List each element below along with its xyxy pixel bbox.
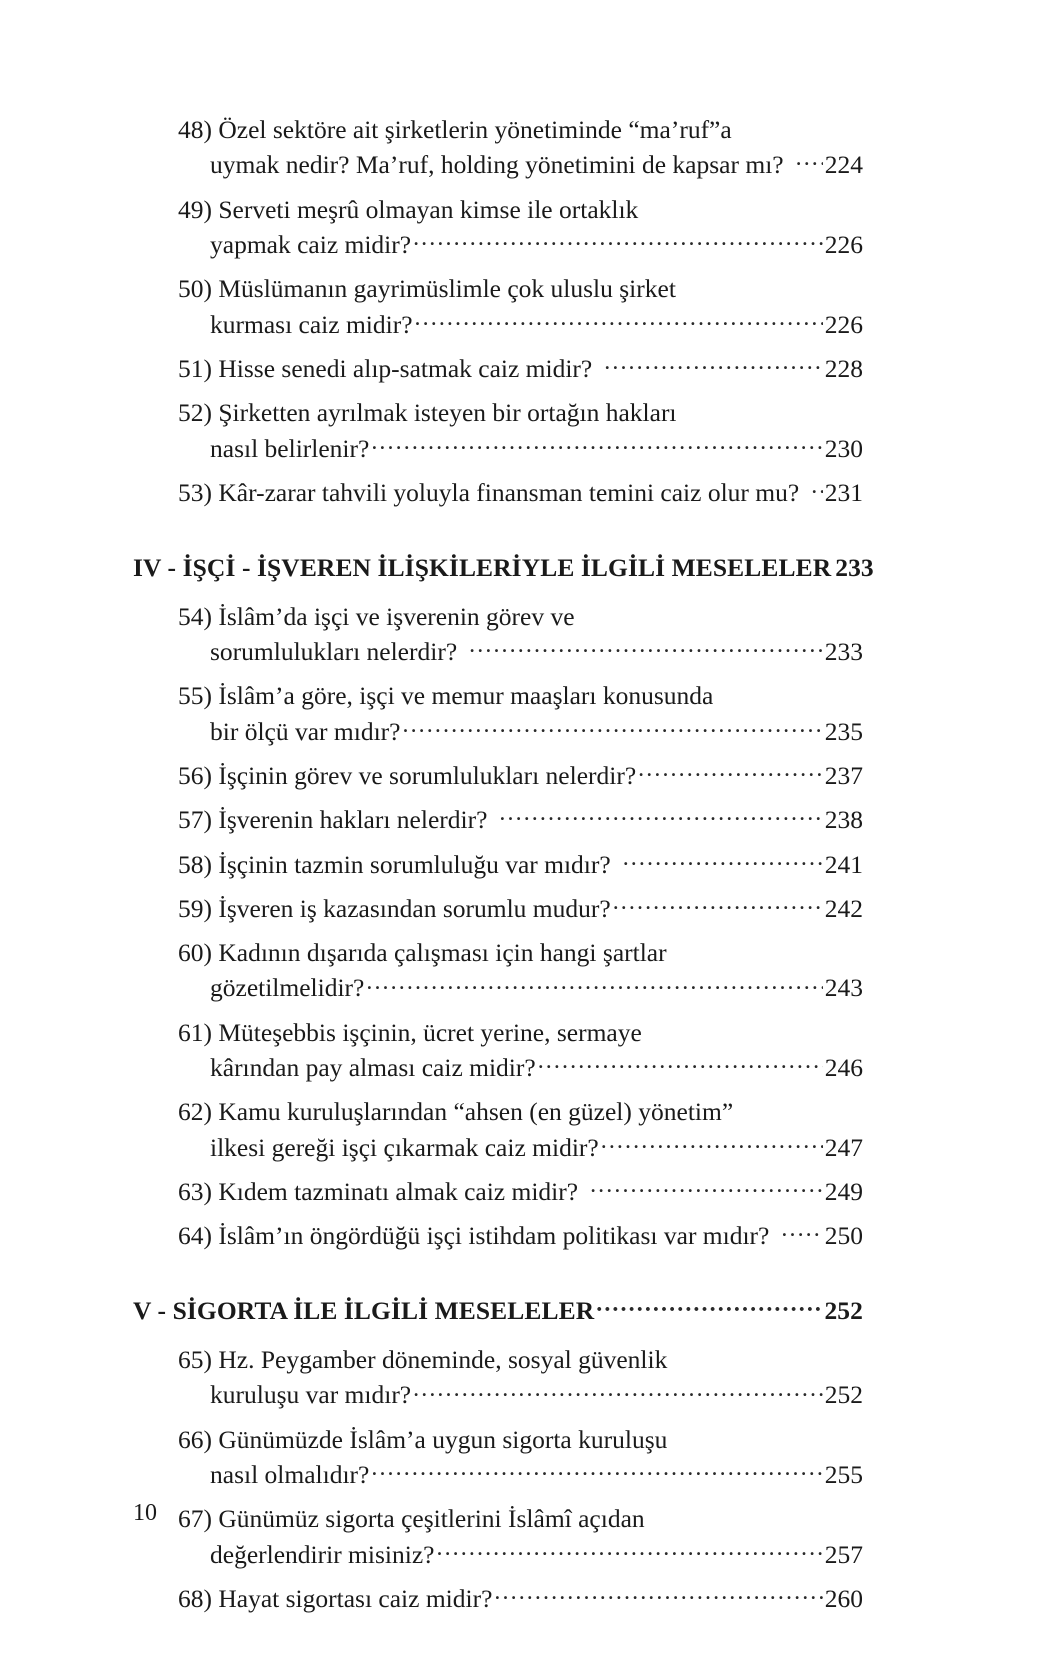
toc-entry-wrap-line — [178, 227, 863, 262]
dot-leader — [590, 1175, 823, 1201]
dot-leader — [499, 803, 822, 829]
page-number: 260 — [824, 1584, 863, 1613]
table-of-contents — [133, 112, 874, 1625]
toc-entry-text: 60) Kadının dışarıda çalışması için hangi şartlar — [178, 938, 667, 968]
dot-leader — [538, 1051, 823, 1077]
toc-entry-line — [178, 847, 863, 882]
toc-entry[interactable] — [178, 192, 863, 263]
toc-entry-text: 51) Hisse senedi alıp-satmak caiz midir? — [178, 353, 593, 383]
toc-entry-text: kârından pay alması caiz midir? — [210, 1053, 536, 1083]
page-number: 231 — [824, 477, 863, 507]
toc-entry-text: 63) Kıdem tazminatı almak caiz midir? — [178, 1177, 579, 1206]
toc-entry-text: 50) Müslümanın gayrimüslimle çok uluslu şirket — [178, 274, 676, 304]
toc-entry-text: 54) İslâm’da işçi ve işverenin görev ve — [178, 601, 575, 631]
toc-section-heading[interactable] — [133, 550, 874, 583]
toc-entry[interactable] — [178, 1342, 863, 1413]
toc-entry-text: 64) İslâm’ın öngördüğü işçi istihdam politikası var mıdır? — [178, 1221, 770, 1251]
toc-section-heading[interactable] — [133, 1294, 863, 1327]
dot-leader — [596, 1294, 822, 1320]
page-number: 238 — [824, 805, 863, 835]
toc-entry-line — [178, 1422, 863, 1457]
dot-leader — [494, 1582, 822, 1608]
toc-entry[interactable] — [178, 935, 863, 1006]
toc-entry-text: yapmak caiz midir? — [210, 229, 412, 259]
toc-entry-line — [178, 1094, 863, 1129]
toc-entry[interactable] — [178, 271, 863, 342]
toc-entry[interactable] — [178, 1174, 863, 1209]
page-number: 247 — [824, 1132, 863, 1162]
toc-entry-wrap-line — [178, 1537, 863, 1572]
toc-entry-wrap-line — [178, 970, 863, 1005]
toc-entry[interactable] — [178, 891, 863, 926]
toc-entry-text: 62) Kamu kuruluşlarından “ahsen (en güzel) yönetim” — [178, 1097, 734, 1127]
toc-entry[interactable] — [178, 1501, 863, 1572]
dot-leader — [613, 891, 823, 917]
toc-entry-text: 68) Hayat sigortası caiz midir? — [178, 1584, 493, 1613]
toc-entry-line — [178, 395, 863, 430]
toc-entry-wrap-line — [178, 431, 863, 466]
toc-entry-line — [178, 1015, 863, 1050]
toc-entry-text: 52) Şirketten ayrılmak isteyen bir ortağın hakları — [178, 398, 677, 428]
dot-leader — [638, 758, 823, 784]
toc-entry[interactable] — [178, 112, 863, 183]
toc-entry[interactable] — [178, 1581, 863, 1616]
toc-entry-line — [178, 758, 863, 793]
dot-leader — [436, 1537, 822, 1563]
toc-entry-text: 57) İşverenin hakları nelerdir? — [178, 805, 488, 835]
dot-leader — [371, 431, 822, 457]
dot-leader — [781, 1219, 822, 1245]
toc-entry-text: 53) Kâr-zarar tahvili yoluyla finansman temini caiz olur mu? — [178, 477, 800, 507]
page-folio: 10 — [133, 1500, 157, 1526]
toc-entry[interactable] — [178, 758, 863, 793]
toc-entry-text: ilkesi gereği işçi çıkarmak caiz midir? — [210, 1132, 599, 1162]
page-number: 252 — [824, 1380, 863, 1410]
toc-entry[interactable] — [178, 599, 863, 670]
dot-leader — [413, 1378, 823, 1404]
dot-leader — [366, 971, 822, 997]
dot-leader — [469, 634, 823, 660]
toc-entry[interactable] — [178, 475, 863, 510]
toc-entry-text: kuruluşu var mıdır? — [210, 1380, 412, 1410]
toc-entry-line — [178, 271, 863, 306]
toc-entry-text: 67) Günümüz sigorta çeşitlerini İslâmî açıdan — [178, 1504, 645, 1534]
page-number: 233 — [824, 636, 863, 666]
toc-entry-line — [178, 678, 863, 713]
toc-entry-text: 56) İşçinin görev ve sorumlulukları nelerdir? — [178, 760, 637, 790]
toc-entry-line — [178, 1174, 863, 1209]
page-number: 250 — [824, 1221, 863, 1251]
toc-entry[interactable] — [178, 1218, 863, 1253]
toc-entry-text: 59) İşveren iş kazasından sorumlu mudur? — [178, 893, 611, 923]
toc-entry-text: değerlendirir misiniz? — [210, 1539, 435, 1569]
toc-entry[interactable] — [178, 1015, 863, 1086]
toc-entry-text: nasıl olmalıdır? — [210, 1460, 370, 1490]
toc-entry-line — [178, 1342, 863, 1377]
toc-entry[interactable] — [178, 351, 863, 386]
toc-entry-wrap-line — [178, 634, 863, 669]
dot-leader — [604, 351, 823, 377]
toc-entry-line — [178, 475, 863, 510]
toc-entry-line — [178, 112, 863, 147]
toc-entry-wrap-line — [178, 714, 863, 749]
toc-entry-text: 49) Serveti meşrû olmayan kimse ile ortaklık — [178, 194, 639, 224]
toc-entry-text: 58) İşçinin tazmin sorumluluğu var mıdır? — [178, 849, 611, 879]
toc-entry[interactable] — [178, 802, 863, 837]
dot-leader — [796, 148, 823, 174]
toc-entry-wrap-line — [178, 1130, 863, 1165]
toc-entry[interactable] — [178, 1094, 863, 1165]
toc-entry-text: 48) Özel sektöre ait şirketlerin yönetiminde “ma’ruf”a — [178, 115, 732, 144]
toc-entry[interactable] — [178, 847, 863, 882]
page-number: 243 — [824, 973, 863, 1003]
toc-entry-line — [178, 1218, 863, 1253]
toc-entry-text: nasıl belirlenir? — [210, 433, 370, 463]
toc-entry-text: bir ölçü var mıdır? — [210, 716, 401, 746]
page-number: 241 — [824, 849, 863, 879]
toc-entry-line — [178, 599, 863, 634]
page-number: 249 — [824, 1177, 863, 1206]
page-number: 228 — [824, 353, 863, 383]
toc-entry-wrap-line — [178, 307, 863, 342]
page-number: 257 — [824, 1539, 863, 1569]
toc-entry-text: 61) Müteşebbis işçinin, ücret yerine, sermaye — [178, 1017, 642, 1047]
page-number: 237 — [824, 760, 863, 790]
toc-entry-line — [178, 351, 863, 386]
page-number: 235 — [824, 716, 863, 746]
toc-entry-line — [178, 891, 863, 926]
toc-entry-line — [178, 192, 863, 227]
toc-entry[interactable] — [178, 678, 863, 749]
toc-entry-wrap-line — [178, 1050, 863, 1085]
page-number: 233 — [835, 552, 874, 582]
toc-entry-wrap-line — [178, 147, 863, 182]
page-number: 226 — [824, 229, 863, 259]
dot-leader — [371, 1458, 822, 1484]
dot-leader — [601, 1130, 823, 1156]
toc-entry-text: uymak nedir? Ma’ruf, holding yönetimini de kapsar mı? — [210, 150, 784, 180]
page-number: 226 — [824, 309, 863, 339]
page-number: 224 — [824, 150, 863, 180]
toc-entry[interactable] — [178, 1422, 863, 1493]
toc-entry-wrap-line — [178, 1377, 863, 1412]
toc-entry-text: 66) Günümüzde İslâm’a uygun sigorta kuruluşu — [178, 1424, 668, 1454]
dot-leader — [415, 307, 823, 333]
section-title: V - SİGORTA İLE İLGİLİ MESELELER — [133, 1296, 595, 1326]
dot-leader — [811, 475, 823, 501]
toc-entry-text: kurması caiz midir? — [210, 309, 413, 339]
dot-leader — [413, 227, 823, 253]
toc-entry-line — [178, 935, 863, 970]
page-number: 242 — [824, 893, 863, 923]
page-number: 255 — [824, 1460, 863, 1490]
toc-entry-text: gözetilmelidir? — [210, 973, 365, 1003]
toc-entry-wrap-line — [178, 1457, 863, 1492]
toc-entry[interactable] — [178, 395, 863, 466]
toc-entry-line — [178, 1581, 863, 1616]
dot-leader — [402, 714, 822, 740]
page-number: 230 — [824, 433, 863, 463]
page-number: 246 — [824, 1053, 863, 1083]
toc-entry-text: 65) Hz. Peygamber döneminde, sosyal güvenlik — [178, 1345, 668, 1375]
toc-entry-text: 55) İslâm’a göre, işçi ve memur maaşları konusunda — [178, 681, 714, 711]
dot-leader — [623, 847, 823, 873]
section-title: IV - İŞÇİ - İŞVEREN İLİŞKİLERİYLE İLGİLİ MESELELER — [133, 552, 832, 582]
toc-entry-line — [178, 802, 863, 837]
toc-entry-text: sorumlulukları nelerdir? — [210, 636, 458, 666]
page-number: 252 — [824, 1296, 863, 1326]
toc-entry-line — [178, 1501, 863, 1536]
